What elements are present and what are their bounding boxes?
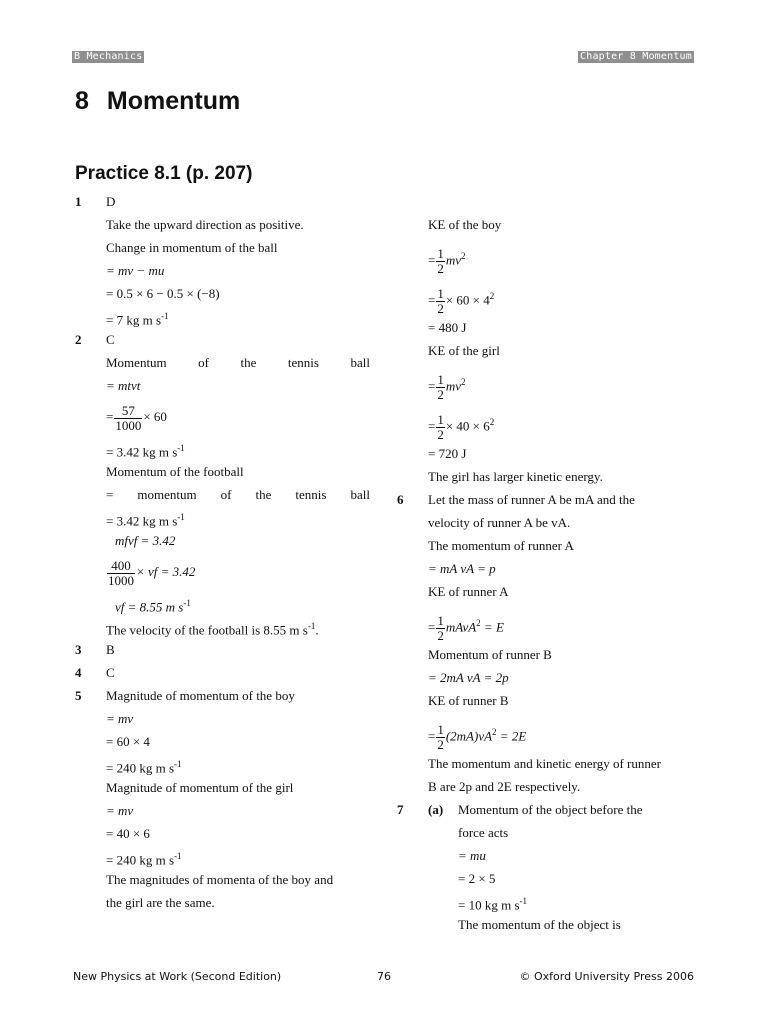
solution-line: = $\frac{57}{1000}$ × 60 bbox=[106, 402, 167, 433]
solution-line: = 240 kg m $s^{-1}$ bbox=[106, 851, 182, 868]
fraction: $\frac{1}{2}$ bbox=[437, 412, 444, 442]
question-number: 3 bbox=[75, 642, 82, 657]
fraction: $\frac{1}{2}$ bbox=[437, 613, 444, 643]
solution-line: = 40 × 6 bbox=[106, 826, 150, 841]
question-number: 6 bbox=[397, 492, 404, 507]
solution-line: Momentum of runner B bbox=[428, 647, 552, 662]
solution-line: Momentum of the football bbox=[106, 464, 244, 479]
question-number: 7 bbox=[397, 802, 404, 817]
question-number: 1 bbox=[75, 194, 82, 209]
part-label: (a) bbox=[428, 802, 444, 817]
solution-line: velocity of runner A be vA. bbox=[428, 515, 571, 530]
solution-line: Take the upward direction as positive. bbox=[106, 217, 304, 232]
solution-line: The momentum and kinetic energy of runner bbox=[428, 756, 661, 771]
solution-line: = $\frac{1}{2}$ $(2mA)vA^2 = 2E$ bbox=[428, 722, 527, 752]
solution-line: = 3.42 kg m $s^{-1}$ bbox=[106, 443, 185, 460]
solution-line: = 720 J bbox=[428, 446, 467, 461]
fraction: $\frac{1}{2}$ bbox=[437, 246, 444, 276]
solution-line: The magnitudes of momenta of the boy and bbox=[106, 872, 334, 887]
question-number: 5 bbox=[75, 688, 82, 703]
solution-line: B are 2p and 2E respectively. bbox=[428, 779, 581, 794]
question-number: 4 bbox=[75, 665, 82, 680]
solution-line: = 10 kg m $s^{-1}$ bbox=[458, 896, 528, 913]
solution-line: The momentum of the object is bbox=[458, 917, 621, 932]
footer-page-number: 76 bbox=[377, 970, 391, 983]
solution-line: = $\frac{1}{2}$ × $60 \times 4^2$ bbox=[428, 286, 495, 316]
solution-line: The velocity of the football is 8.55 m $s^{-1}$. bbox=[106, 621, 319, 638]
solution-line: KE of the girl bbox=[428, 343, 500, 358]
solution-line: = mv bbox=[106, 711, 134, 726]
solution-line: KE of the boy bbox=[428, 217, 502, 232]
answer-line: 2 C bbox=[75, 328, 370, 351]
fraction: $\frac{1}{2}$ bbox=[437, 722, 444, 752]
solution-line: = 3.42 kg m $s^{-1}$ bbox=[106, 512, 185, 529]
chapter-title bbox=[75, 87, 240, 116]
question-number: 2 bbox=[75, 332, 82, 347]
solution-line: = mv − mu bbox=[106, 263, 165, 278]
fraction: $\frac{1}{2}$ bbox=[437, 372, 444, 402]
solution-line: KE of runner A bbox=[428, 584, 509, 599]
solution-line: 5 Magnitude of momentum of the boy bbox=[75, 684, 370, 707]
left-column bbox=[75, 190, 370, 914]
solution-line: Momentum of the tennis ball bbox=[106, 355, 370, 370]
solution-line: = $\frac{1}{2}$ $mv^2$ bbox=[428, 372, 466, 402]
solution-line: = 7 kg m $s^{-1}$ bbox=[106, 311, 169, 328]
solution-line: The momentum of runner A bbox=[428, 538, 574, 553]
solution-line: 7 (a) Momentum of the object before the bbox=[397, 798, 697, 821]
footer-book-title: New Physics at Work (Second Edition) bbox=[73, 970, 282, 983]
solution-line: = 0.5 × 6 − 0.5 × (−8) bbox=[106, 286, 220, 301]
solution-line: = mA vA = p bbox=[428, 561, 496, 576]
answer-line: 1 D bbox=[75, 190, 370, 213]
solution-line: = 240 kg m $s^{-1}$ bbox=[106, 759, 182, 776]
fraction: $\frac{57}{1000}$ bbox=[115, 402, 142, 433]
header-section-tag: B Mechanics bbox=[74, 51, 143, 62]
solution-line: = mv bbox=[106, 803, 134, 818]
section-title: Practice 8.1 (p. 207) bbox=[75, 163, 253, 184]
chapter-number: 8 bbox=[75, 87, 89, 115]
solution-line: KE of runner B bbox=[428, 693, 509, 708]
solution-line: = $\frac{1}{2}$ $mv^2$ bbox=[428, 246, 466, 276]
solution-line: 6 Let the mass of runner A be mA and the bbox=[397, 488, 697, 511]
footer-copyright: © Oxford University Press 2006 bbox=[519, 970, 694, 983]
answer-line: 3 B bbox=[75, 638, 370, 661]
solution-line: The girl has larger kinetic energy. bbox=[428, 469, 603, 484]
solution-line: force acts bbox=[458, 825, 509, 840]
chapter-name: Momentum bbox=[106, 87, 241, 115]
solution-line: = 2mA vA = 2p bbox=[428, 670, 509, 685]
solution-line: mfvf = 3.42 bbox=[115, 533, 176, 548]
solution-line: = momentum of the tennis ball bbox=[106, 487, 370, 502]
solution-line: = mu bbox=[458, 848, 486, 863]
solution-line: = $\frac{1}{2}$ mAvA$^2$ = E bbox=[428, 613, 504, 643]
right-column bbox=[397, 213, 697, 936]
solution-line: = 480 J bbox=[428, 320, 467, 335]
solution-line: the girl are the same. bbox=[106, 895, 215, 910]
fraction: $\frac{400}{1000}$ bbox=[108, 557, 134, 588]
answer-line: 4 C bbox=[75, 661, 370, 684]
solution-line: = $\frac{1}{2}$ × $40 \times 6^2$ bbox=[428, 412, 495, 442]
solution-line: Change in momentum of the ball bbox=[106, 240, 278, 255]
solution-line: vf = 8.55 m $s^{-1}$ bbox=[115, 598, 191, 615]
solution-line: Magnitude of momentum of the girl bbox=[106, 780, 294, 795]
solution-line: = mtvt bbox=[106, 378, 141, 393]
fraction: $\frac{1}{2}$ bbox=[437, 286, 444, 316]
header-chapter-tag: Chapter 8 Momentum bbox=[580, 51, 692, 62]
solution-line: = 60 × 4 bbox=[106, 734, 150, 749]
solution-line: $\frac{400}{1000}$ × vf = 3.42 bbox=[108, 557, 196, 588]
solution-line: = 2 × 5 bbox=[458, 871, 496, 886]
